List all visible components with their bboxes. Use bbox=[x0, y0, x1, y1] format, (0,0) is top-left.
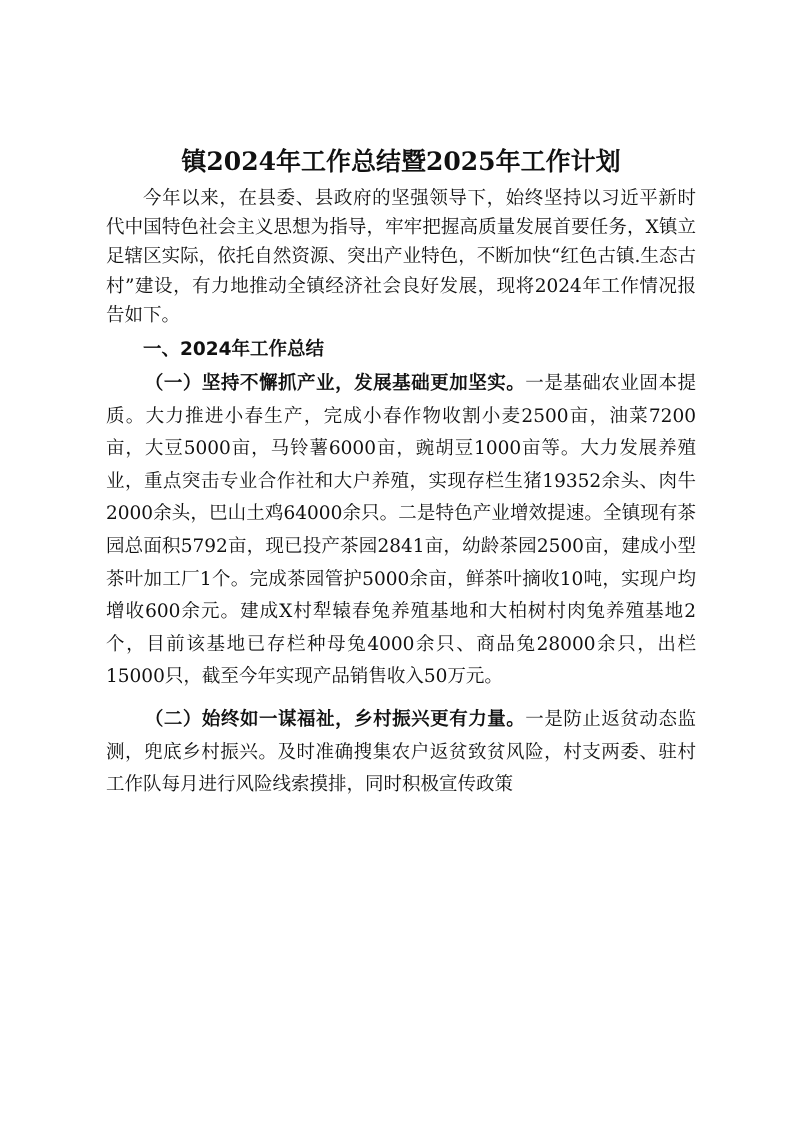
section-lead-welfare: （二）始终如一谋福祉，乡村振兴更有力量。 bbox=[144, 708, 526, 730]
intro-paragraph: 今年以来，在县委、县政府的坚强领导下，始终坚持以习近平新时代中国特色社会主义思想为指导，牢牢把握高质量发展首要任务，X镇立足辖区实际，依托自然资源、突出产业特色，不断加快“红色古镇.生态古村”建设，有力地推动全镇经济社会良好发展，现将2024年工作情况报告如下。 bbox=[106, 188, 696, 326]
section-paragraph-industry bbox=[106, 368, 696, 694]
section-body-industry: 一是基础农业固本提质。大力推进小春生产，完成小春作物收割小麦2500亩，油菜7200亩，大豆5000亩，马铃薯6000亩，豌胡豆1000亩等。大力发展养殖业，重点突击专业合作社和大户养殖，实现存栏生猪19352余头、肉牛2000余头，巴山土鸡64000余只。二是特色产业增效提速。全镇现有茶园总面积5792亩，现已投产茶园2841亩，幼龄茶园2500亩，建成小型茶叶加工厂1个。完成茶园管护5000余亩，鲜茶叶摘收10吨，实现户均增收600余元。建成X村犁辕春兔养殖基地和大柏树村肉兔养殖基地2个，目前该基地已存栏种母兔4000余只、商品兔28000余只，出栏15000只，截至今年实现产品销售收入50万元。 bbox=[106, 373, 696, 688]
section-body-welfare: 一是防止返贫动态监测，兜底乡村振兴。及时准确搜集农户返贫致贫风险，村支两委、驻村工作队每月进行风险线索摸排，同时积极宣传政策 bbox=[106, 708, 696, 796]
document-title: 镇2024年工作总结暨2025年工作计划 bbox=[181, 147, 621, 176]
section-paragraph-welfare bbox=[106, 704, 696, 802]
section-heading-2024-summary: 一、2024年工作总结 bbox=[143, 339, 324, 361]
section-lead-industry: （一）坚持不懈抓产业，发展基础更加坚实。 bbox=[144, 373, 526, 395]
document-body bbox=[106, 140, 696, 802]
